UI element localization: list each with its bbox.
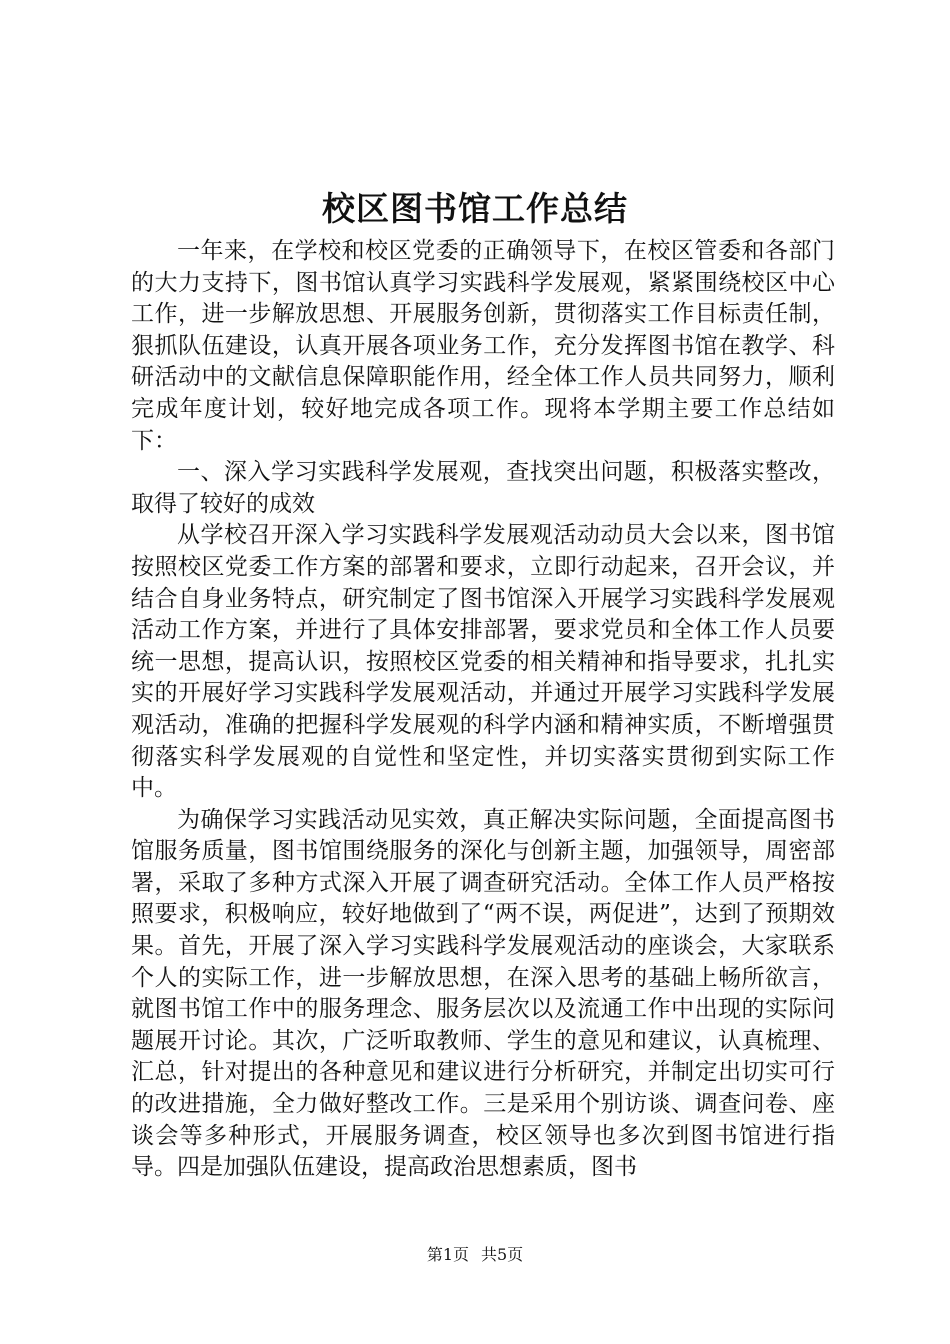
document-title: 校区图书馆工作总结 — [322, 189, 628, 228]
section-heading-1: 一、深入学习实践科学发展观，查找突出问题，积极落实整改，取得了较好的成效 — [131, 459, 835, 517]
paragraph-section-1-a: 从学校召开深入学习实践科学发展观活动动员大会以来，图书馆按照校区党委工作方案的部署和要求，立即行动起来，召开会议，并结合自身业务特点，研究制定了图书馆深入开展学习实践科学发展观活动工作方案，并进行了具体安排部署，要求党员和全体工作人员要统一思想，提高认识，按照校区党委的相关精神和指导要求，扎扎实实的开展好学习实践科学发展观活动，并通过开展学习实践科学发展观活动，准确的把握科学发展观的科学内涵和精神实质，不断增强贯彻落实科学发展观的自觉性和坚定性，并切实落实贯彻到实际工作中。 — [131, 522, 835, 802]
page-number: 第1页 — [426, 1245, 469, 1264]
page-total: 共5页 — [481, 1245, 524, 1264]
document-body — [131, 236, 835, 1184]
paragraph-section-1-b: 为确保学习实践活动见实效，真正解决实际问题，全面提高图书馆服务质量，图书馆围绕服务的深化与创新主题，加强领导，周密部署，采取了多种方式深入开展了调查研究活动。全体工作人员严格按照要求，积极响应，较好地做到了“两不误，两促进”，达到了预期效果。首先，开展了深入学习实践科学发展观活动的座谈会，大家联系个人的实际工作，进一步解放思想，在深入思考的基础上畅所欲言，就图书馆工作中的服务理念、服务层次以及流通工作中出现的实际问题展开讨论。其次，广泛听取教师、学生的意见和建议，认真梳理、汇总，针对提出的各种意见和建议进行分析研究，并制定出切实可行的改进措施，全力做好整改工作。三是采用个别访谈、调查问卷、座谈会等多种形式，开展服务调查，校区领导也多次到图书馆进行指导。四是加强队伍建设，提高政治思想素质，图书 — [131, 806, 835, 1181]
paragraph-intro: 一年来，在学校和校区党委的正确领导下，在校区管委和各部门的大力支持下，图书馆认真学习实践科学发展观，紧紧围绕校区中心工作，进一步解放思想、开展服务创新，贯彻落实工作目标责任制，狠抓队伍建设，认真开展各项业务工作，充分发挥图书馆在教学、科研活动中的文献信息保障职能作用，经全体工作人员共同努力，顺利完成年度计划，较好地完成各项工作。现将本学期主要工作总结如下： — [131, 238, 835, 454]
page-footer — [0, 1244, 950, 1266]
